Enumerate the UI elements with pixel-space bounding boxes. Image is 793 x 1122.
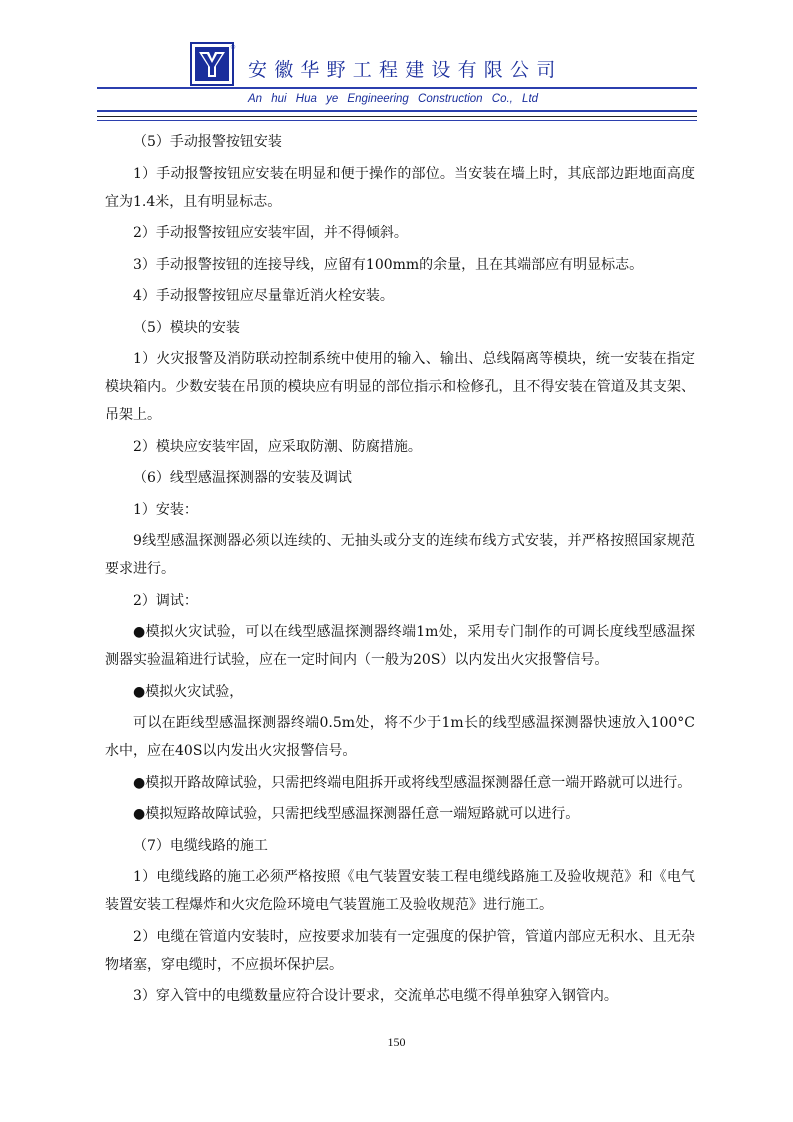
paragraph: 3）穿入管中的电缆数量应符合设计要求，交流单芯电缆不得单独穿入钢管内。: [133, 988, 618, 1004]
header-divider: [97, 87, 697, 89]
paragraph: 2）模块应安装牢固，应采取防潮、防腐措施。: [133, 438, 422, 455]
page-number: 150: [387, 1035, 406, 1049]
paragraph: 2）调试：: [133, 592, 198, 609]
header-divider: [97, 116, 697, 117]
section-heading: （7）电缆线路的施工: [133, 837, 268, 854]
paragraph: 1）火灾报警及消防联动控制系统中使用的输入、输出、总线隔离等模块，统一安装在指定模块箱内。少数安装在吊顶的模块应有明显的部位指示和检修孔，且不得安装在管道及其支架、吊架上。: [105, 351, 695, 423]
paragraph: 1）电缆线路的施工必须严格按照《电气装置安装工程电缆线路施工及验收规范》和《电气装置安装工程爆炸和火灾危险环境电气装置施工及验收规范》进行施工。: [105, 869, 695, 913]
bullet-paragraph: ●模拟火灾试验，可以在线型感温探测器终端1m处，采用专门制作的可调长度线型感温探测器实验温箱进行试验，应在一定时间内（一般为20S）以内发出火灾报警信号。: [105, 624, 695, 668]
paragraph: 1）安装：: [133, 501, 198, 518]
paragraph: 1）手动报警按钮应安装在明显和便于操作的部位。当安装在墙上时，其底部边距地面高度宜为1.4米，且有明显标志。: [105, 165, 695, 210]
paragraph: 3）手动报警按钮的连接导线，应留有100mm的余量，且在其端部应有明显标志。: [133, 256, 644, 273]
company-name-en: An hui Hua ye Engineering Construction Co., Ltd: [248, 93, 539, 105]
registered-mark: ®: [230, 44, 236, 51]
header-divider: [97, 110, 697, 112]
section-heading: （5）模块的安装: [133, 319, 240, 336]
document-body: [105, 128, 695, 1014]
bullet-paragraph: ●模拟火灾试验，: [133, 683, 244, 700]
company-name: 安徽华野工程建设有限公司: [248, 59, 563, 81]
paragraph: 可以在距线型感温探测器终端0.5m处，将不少于1m长的线型感温探测器快速放入100°C水中，应在40S以内发出火灾报警信号。: [105, 715, 695, 759]
bullet-paragraph: ●模拟短路故障试验，只需把线型感温探测器任意一端短路就可以进行。: [133, 806, 580, 822]
paragraph: 2）电缆在管道内安装时，应按要求加装有一定强度的保护管，管道内部应无积水、且无杂物堵塞，穿电缆时，不应损坏保护层。: [105, 928, 695, 973]
section-heading: （6）线型感温探测器的安装及调试: [133, 470, 352, 486]
paragraph: 9线型感温探测器必须以连续的、无抽头或分支的连续布线方式安装，并严格按照国家规范要求进行。: [105, 533, 695, 577]
page-header: [0, 0, 793, 125]
paragraph: （5）手动报警按钮安装: [133, 134, 282, 150]
company-logo-icon: [190, 42, 234, 86]
header-divider: [97, 120, 697, 121]
paragraph: 4）手动报警按钮应尽量靠近消火栓安装。: [133, 288, 394, 304]
bullet-paragraph: ●模拟开路故障试验，只需把终端电阻拆开或将线型感温探测器任意一端开路就可以进行。: [133, 774, 692, 791]
paragraph: 2）手动报警按钮应安装牢固，并不得倾斜。: [133, 225, 408, 241]
